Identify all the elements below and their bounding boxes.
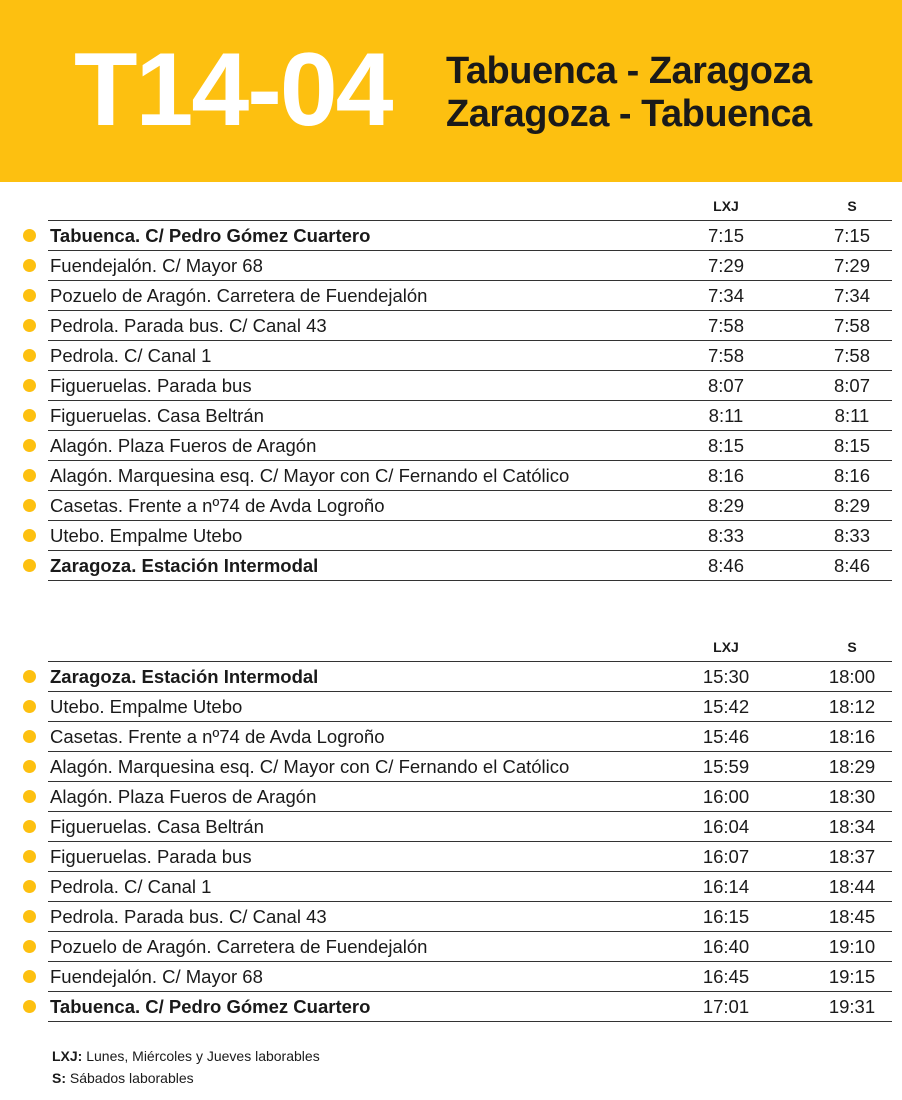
stop-name: Casetas. Frente a nº74 de Avda Logroño [50, 495, 385, 516]
timetable-row [48, 991, 892, 1022]
time-s: 8:46 [833, 555, 870, 576]
stop-dot-icon [23, 289, 36, 302]
legend-lxj [52, 1045, 320, 1067]
stop-name: Tabuenca. C/ Pedro Gómez Cuartero [50, 225, 371, 246]
time-s: 19:15 [828, 966, 876, 987]
legend-lxj-text: Lunes, Miércoles y Jueves laborables [86, 1048, 320, 1064]
stop-dot-icon [23, 820, 36, 833]
timetable-row [48, 490, 892, 520]
time-lxj: 7:58 [707, 345, 744, 366]
time-lxj: 16:04 [702, 816, 750, 837]
stop-name: Utebo. Empalme Utebo [50, 696, 243, 717]
time-lxj: 7:58 [707, 315, 744, 336]
timetable-row [48, 460, 892, 490]
stop-dot-icon [23, 559, 36, 572]
timetable-row [48, 781, 892, 811]
timetable-row [48, 931, 892, 961]
stop-name: Figueruelas. Casa Beltrán [50, 816, 264, 837]
stop-name: Alagón. Marquesina esq. C/ Mayor con C/ Fernando el Católico [50, 465, 570, 486]
outbound-rows [48, 220, 892, 581]
time-s: 18:44 [828, 876, 876, 897]
legend-s-key: S: [52, 1070, 66, 1086]
stop-dot-icon [23, 409, 36, 422]
stop-dot-icon [23, 469, 36, 482]
time-s: 19:10 [828, 936, 876, 957]
stop-dot-icon [23, 970, 36, 983]
stop-name: Figueruelas. Parada bus [50, 375, 252, 396]
stop-name: Pedrola. C/ Canal 1 [50, 345, 212, 366]
timetable-row [48, 901, 892, 931]
time-lxj: 16:07 [702, 846, 750, 867]
time-lxj: 17:01 [702, 996, 750, 1017]
timetable-row [48, 841, 892, 871]
header-banner [0, 0, 902, 182]
legend-s-text: Sábados laborables [69, 1070, 194, 1086]
stop-dot-icon [23, 700, 36, 713]
stop-name: Pedrola. Parada bus. C/ Canal 43 [50, 906, 327, 927]
route-names [446, 50, 812, 136]
stop-dot-icon [23, 730, 36, 743]
time-s: 7:58 [833, 345, 870, 366]
stop-name: Figueruelas. Parada bus [50, 846, 252, 867]
inbound-timetable [0, 633, 902, 1022]
timetable-row [48, 430, 892, 460]
timetable-row [48, 280, 892, 310]
stop-name: Pozuelo de Aragón. Carretera de Fuendejalón [50, 285, 428, 306]
stop-name: Figueruelas. Casa Beltrán [50, 405, 264, 426]
time-s: 7:58 [833, 315, 870, 336]
stop-name: Fuendejalón. C/ Mayor 68 [50, 255, 263, 276]
route-name-inbound: Zaragoza - Tabuenca [446, 93, 812, 135]
timetable-row [48, 871, 892, 901]
timetable-row [48, 721, 892, 751]
stop-name: Zaragoza. Estación Intermodal [50, 666, 319, 687]
stop-name: Alagón. Marquesina esq. C/ Mayor con C/ Fernando el Católico [50, 756, 570, 777]
time-s: 7:15 [833, 225, 870, 246]
time-lxj: 15:30 [702, 666, 750, 687]
time-lxj: 7:34 [707, 285, 744, 306]
timetable-row [48, 370, 892, 400]
time-lxj: 8:29 [707, 495, 744, 516]
timetable-row [48, 961, 892, 991]
time-lxj: 8:46 [707, 555, 744, 576]
time-lxj: 7:15 [707, 225, 744, 246]
stop-name: Zaragoza. Estación Intermodal [50, 555, 319, 576]
stop-dot-icon [23, 349, 36, 362]
inbound-rows [48, 661, 892, 1022]
column-header-lxj: LXJ [713, 198, 739, 214]
stop-name: Alagón. Plaza Fueros de Aragón [50, 786, 317, 807]
time-s: 19:31 [828, 996, 876, 1017]
stop-name: Casetas. Frente a nº74 de Avda Logroño [50, 726, 385, 747]
time-lxj: 15:59 [702, 756, 750, 777]
time-s: 8:29 [833, 495, 870, 516]
stop-dot-icon [23, 379, 36, 392]
time-s: 18:37 [828, 846, 876, 867]
time-lxj: 8:11 [708, 405, 744, 426]
time-lxj: 8:16 [707, 465, 744, 486]
column-header-s: S [847, 198, 857, 214]
time-lxj: 8:15 [707, 435, 744, 456]
time-s: 18:45 [828, 906, 876, 927]
time-s: 18:12 [828, 696, 876, 717]
legend-lxj-key: LXJ: [52, 1048, 83, 1064]
time-lxj: 8:33 [707, 525, 744, 546]
time-lxj: 15:46 [702, 726, 750, 747]
timetable-row [48, 550, 892, 581]
stop-name: Utebo. Empalme Utebo [50, 525, 243, 546]
stop-dot-icon [23, 1000, 36, 1013]
time-s: 18:34 [828, 816, 876, 837]
time-s: 8:07 [833, 375, 870, 396]
outbound-timetable [0, 192, 902, 581]
timetable-row [48, 811, 892, 841]
stop-name: Tabuenca. C/ Pedro Gómez Cuartero [50, 996, 371, 1017]
stop-dot-icon [23, 499, 36, 512]
stop-dot-icon [23, 940, 36, 953]
stop-dot-icon [23, 319, 36, 332]
timetable-row [48, 691, 892, 721]
legend [52, 1045, 320, 1089]
time-lxj: 16:15 [702, 906, 750, 927]
stop-dot-icon [23, 790, 36, 803]
time-s: 8:33 [833, 525, 870, 546]
time-s: 18:16 [828, 726, 876, 747]
stop-dot-icon [23, 229, 36, 242]
time-lxj: 7:29 [707, 255, 744, 276]
stop-dot-icon [23, 910, 36, 923]
time-s: 18:29 [828, 756, 876, 777]
stop-dot-icon [23, 880, 36, 893]
time-s: 18:30 [828, 786, 876, 807]
stop-name: Pedrola. C/ Canal 1 [50, 876, 212, 897]
timetable-row [48, 661, 892, 691]
timetable-row [48, 340, 892, 370]
timetable-row [48, 220, 892, 250]
time-lxj: 16:14 [702, 876, 750, 897]
column-header-s: S [847, 639, 857, 655]
time-lxj: 16:40 [702, 936, 750, 957]
stop-name: Pedrola. Parada bus. C/ Canal 43 [50, 315, 327, 336]
route-name-outbound: Tabuenca - Zaragoza [446, 50, 812, 92]
time-lxj: 15:42 [702, 696, 750, 717]
stop-name: Alagón. Plaza Fueros de Aragón [50, 435, 317, 456]
outbound-header [0, 192, 902, 220]
stop-dot-icon [23, 670, 36, 683]
time-lxj: 8:07 [707, 375, 744, 396]
timetable-row [48, 250, 892, 280]
stop-dot-icon [23, 760, 36, 773]
time-s: 7:34 [833, 285, 870, 306]
stop-dot-icon [23, 529, 36, 542]
time-s: 18:00 [828, 666, 876, 687]
route-code: T14-04 [74, 32, 392, 148]
timetable-row [48, 310, 892, 340]
time-lxj: 16:00 [702, 786, 750, 807]
time-lxj: 16:45 [702, 966, 750, 987]
time-s: 7:29 [833, 255, 870, 276]
stop-dot-icon [23, 850, 36, 863]
stop-name: Fuendejalón. C/ Mayor 68 [50, 966, 263, 987]
stop-name: Pozuelo de Aragón. Carretera de Fuendejalón [50, 936, 428, 957]
time-s: 8:15 [833, 435, 870, 456]
timetable-row [48, 400, 892, 430]
time-s: 8:11 [834, 405, 870, 426]
legend-s [52, 1067, 320, 1089]
inbound-header [0, 633, 902, 661]
column-header-lxj: LXJ [713, 639, 739, 655]
timetable-row [48, 751, 892, 781]
time-s: 8:16 [833, 465, 870, 486]
stop-dot-icon [23, 259, 36, 272]
stop-dot-icon [23, 439, 36, 452]
timetable-row [48, 520, 892, 550]
